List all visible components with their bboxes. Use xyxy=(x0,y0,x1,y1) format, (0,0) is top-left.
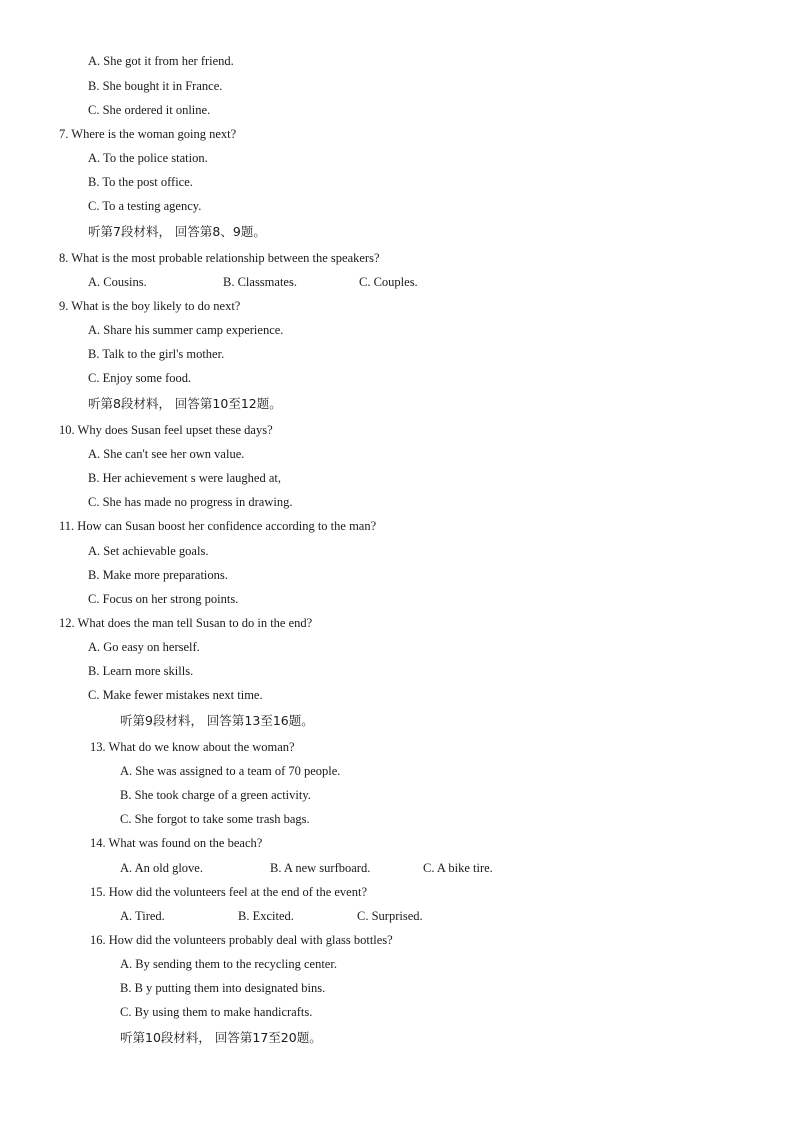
section-7-instruction: 听第7段材料， 回答第8、9题。 xyxy=(88,224,266,239)
q8-option-b: B. Classmates. xyxy=(223,275,297,289)
q7-stem: 7. Where is the woman going next? xyxy=(59,127,237,141)
q10-option-b: B. Her achievement s were laughed at, xyxy=(88,471,281,485)
q9-option-a: A. Share his summer camp experience. xyxy=(88,323,284,337)
q16-stem: 16. How did the volunteers probably deal with glass bottles? xyxy=(90,933,393,947)
q11-stem: 11. How can Susan boost her confidence according to the man? xyxy=(59,519,377,533)
q7-option-c: C. To a testing agency. xyxy=(88,199,202,213)
q7-option-a: A. To the police station. xyxy=(88,151,208,165)
q14-stem: 14. What was found on the beach? xyxy=(90,836,263,850)
q8-option-c: C. Couples. xyxy=(359,275,418,289)
section-9-instruction: 听第9段材料， 回答第13至16题。 xyxy=(120,713,314,728)
q12-option-b: B. Learn more skills. xyxy=(88,664,194,678)
q14-option-b: B. A new surfboard. xyxy=(270,861,371,875)
q10-stem: 10. Why does Susan feel upset these days? xyxy=(59,423,273,437)
q15-option-a: A. Tired. xyxy=(120,909,165,923)
q15-option-c: C. Surprised. xyxy=(357,909,423,923)
q15-stem: 15. How did the volunteers feel at the end of the event? xyxy=(90,885,367,899)
q9-stem: 9. What is the boy likely to do next? xyxy=(59,299,241,313)
q6-option-b: B. She bought it in France. xyxy=(88,79,223,93)
q13-option-b: B. She took charge of a green activity. xyxy=(120,788,311,802)
q16-option-b: B. B y putting them into designated bins. xyxy=(120,981,326,995)
q13-option-c: C. She forgot to take some trash bags. xyxy=(120,812,310,826)
q8-option-a: A. Cousins. xyxy=(88,275,147,289)
q11-option-c: C. Focus on her strong points. xyxy=(88,592,239,606)
q6-option-a: A. She got it from her friend. xyxy=(88,54,234,68)
q12-option-a: A. Go easy on herself. xyxy=(88,640,200,654)
q16-option-a: A. By sending them to the recycling center. xyxy=(120,957,337,971)
q6-option-c: C. She ordered it online. xyxy=(88,103,211,117)
q16-option-c: C. By using them to make handicrafts. xyxy=(120,1005,313,1019)
q14-option-a: A. An old glove. xyxy=(120,861,203,875)
q13-stem: 13. What do we know about the woman? xyxy=(90,740,295,754)
q11-option-b: B. Make more preparations. xyxy=(88,568,228,582)
q9-option-c: C. Enjoy some food. xyxy=(88,371,192,385)
q7-option-b: B. To the post office. xyxy=(88,175,193,189)
q10-option-a: A. She can't see her own value. xyxy=(88,447,245,461)
q14-option-c: C. A bike tire. xyxy=(423,861,493,875)
q15-option-b: B. Excited. xyxy=(238,909,294,923)
q11-option-a: A. Set achievable goals. xyxy=(88,544,209,558)
q13-option-a: A. She was assigned to a team of 70 people. xyxy=(120,764,341,778)
q9-option-b: B. Talk to the girl's mother. xyxy=(88,347,225,361)
q10-option-c: C. She has made no progress in drawing. xyxy=(88,495,293,509)
q12-stem: 12. What does the man tell Susan to do in the end? xyxy=(59,616,313,630)
section-8-instruction: 听第8段材料， 回答第10至12题。 xyxy=(88,396,282,411)
q8-stem: 8. What is the most probable relationship between the speakers? xyxy=(59,251,380,265)
q12-option-c: C. Make fewer mistakes next time. xyxy=(88,688,263,702)
section-10-instruction: 听第10段材料， 回答第17至20题。 xyxy=(120,1030,322,1045)
